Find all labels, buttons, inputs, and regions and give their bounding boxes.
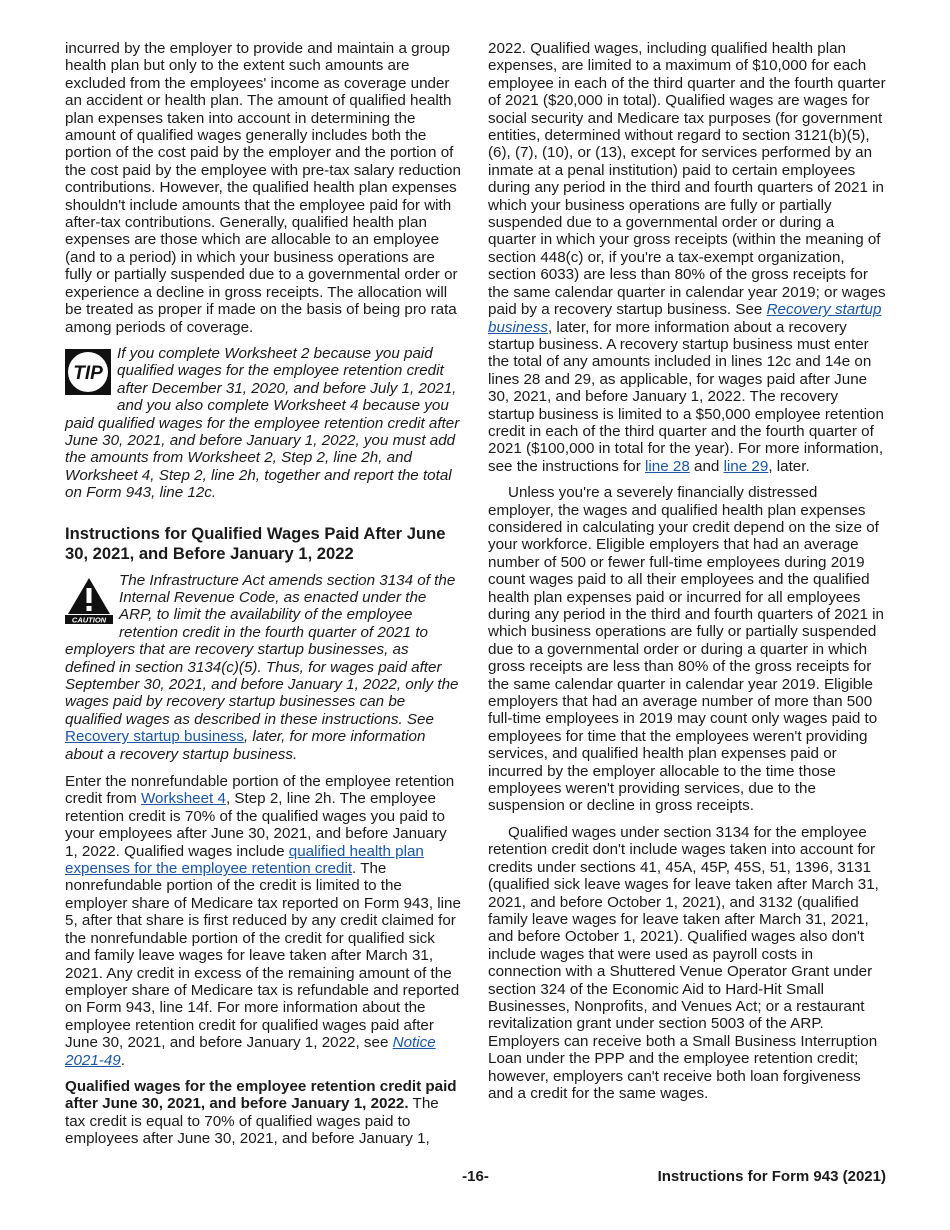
caution-text: The Infrastructure Act amends section 3134 of the Internal Revenue Code, as enacted under the ARP, to limit the availability of the employee retention credit in the fourth quarter of 2021 to employers that are recovery startup businesses, as defined in section 3134(c)(5). Thus, for wages paid after September 30, 2021, and before January 1, 2022, only the wages paid by recovery startup businesses can be qualified wages as described in these instructions. See Recovery startup business, later, for more information about a recovery startup business. — [65, 571, 459, 763]
caution-icon — [65, 576, 113, 628]
tip-text: If you complete Worksheet 2 because you paid qualified wages for the employee retention credit after December 31, 2020, and before July 1, 2021, and you also complete Worksheet 4 because you paid qualified wages for the employee retention credit after June 30, 2021, and before January 1, 2022, you must add the amounts from Worksheet 2, Step 2, line 2h, and Worksheet 4, Step 2, line 2h, together and report the total on Form 943, line 12c. — [65, 344, 460, 502]
caution-note — [65, 572, 461, 763]
qualified-wages-lead: Qualified wages for the employee retention credit paid after June 30, 2021, and before January 1, 2022. — [65, 1077, 457, 1113]
qualified-health-plan-expenses-link[interactable]: qualified health plan expenses for the employee retention credit — [65, 842, 424, 878]
section-heading: Instructions for Qualified Wages Paid After June 30, 2021, and Before January 1, 2022 — [65, 523, 446, 563]
page-number: -16- — [462, 1168, 489, 1185]
paragraph-workforce-size: Unless you're a severely financially distressed employer, the wages and qualified health plan expenses considered in calculating your credit depend on the size of your workforce. Eligible employers that had an average number of 500 or fewer full-time employees during 2019 count wages paid to all their employees and the qualified health plan expenses paid or incurred for all employees during any period in the third and fourth quarters of 2021 in which business operations are fully or partially suspended due to a governmental order or during a quarter in which gross receipts are less than 80% of the gross receipts for the same calendar quarter in calendar year 2019. Eligible employers that had an average number of more than 500 full-time employees in 2019 may count only wages paid to employees for time that the employees weren't providing services, and qualified health plan expenses paid or incurred by the employer allocable to the time those employees weren't providing services, due to the suspension or decline in gross receipts. — [488, 484, 884, 815]
paragraph-nonrefundable-portion: Enter the nonrefundable portion of the employee retention credit from Worksheet 4, Step 2, line 2h. The employee retention credit is 70% of the qualified wages you paid to your employees after June 30, 2021, and before January 1, 2022. Qualified wages include qualified health plan expenses for the employee retention credit. The nonrefundable portion of the credit is limited to the employer share of Medicare tax reported on Form 943, line 5, after that share is first reduced by any credit claimed for the nonrefundable portion of the credit for qualified sick and family leave wages for leave taken after March 31, 2021. Any credit in excess of the remaining amount of the employer share of Medicare tax is refundable and reported on Form 943, line 14f. For more information about the employee retention credit for qualified wages paid after June 30, 2021, and before January 1, 2022, see Notice 2021-49. — [65, 773, 461, 1069]
paragraph-qualified-wages-limits: 2022. Qualified wages, including qualified health plan expenses, are limited to a maximum of $10,000 for each employee in each of the third quarter and the fourth quarter of 2021 ($20,000 in total). Qualified wages are wages for social security and Medicare tax purposes (for government entities, determined without regard to section 3121(b)(5), (6), (7), (10), or (13), except for services performed by an inmate at a penal institution) paid to certain employees during any period in the third and fourth quarters of 2021 in which your business operations are fully or partially suspended due to a governmental order or during a quarter in which your gross receipts (within the meaning of section 448(c) or, if you're a tax-exempt organization, section 6033) are less than 80% of the gross receipts for the same calendar quarter in calendar year 2019; or wages paid by a recovery startup business. See Recovery startup business, later, for more information about a recovery startup business. A recovery startup business must enter the total of any amounts included in lines 12c and 14e on lines 28 and 29, as applicable, for wages paid after June 30, 2021, and before January 1, 2022. The recovery startup business is limited to a $50,000 employee retention credit in each of the third quarter and the fourth quarter of 2021 ($100,000 in total for the year). For more information, see the instructions for line 28 and line 29, later. — [488, 40, 886, 475]
tip-note — [65, 345, 461, 502]
line-28-link[interactable]: line 28 — [645, 457, 690, 475]
paragraph-health-plan-expenses: incurred by the employer to provide and maintain a group health plan but only to the extent such amounts are excluded from the employees' income as coverage under an accident or health plan. The amount of qualified health plan expenses taken into account in determining the amount of qualified wages generally includes both the portion of the cost paid by the employer and the portion of the cost paid by the employee with pre-tax salary reduction contributions. However, the qualified health plan expenses shouldn't include amounts that the employee paid for with after-tax contributions. Generally, qualified health plan expenses are those which are allocable to an employee (and to a period) in which your business operations are fully or partially suspended due to a governmental order or experience a decline in gross receipts. The allocation will be treated as proper if made on the basis of being pro rata among periods of coverage. — [65, 40, 461, 336]
paragraph-section-3134: Qualified wages under section 3134 for the employee retention credit don't include wages taken into account for credits under sections 41, 45A, 45P, 45S, 51, 1396, 3131 (qualified sick leave wages for leave taken after March 31, 2021, and before October 1, 2021), and 3132 (qualified family leave wages for leave taken after March 31, 2021, and before October 1, 2021). Qualified wages also don't include wages that were used as payroll costs in connection with a Shuttered Venue Operator Grant under section 324 of the Economic Aid to Hard-Hit Small Businesses, Nonprofits, and Venues Act; or a restaurant revitalization grant under section 5003 of the ARP. Employers can receive both a Small Business Interruption Loan under the PPP and the employee retention credit; however, employers can't receive both loan forgiveness and a credit for the same wages. — [488, 823, 879, 1102]
left-column — [65, 40, 461, 1157]
notice-2021-49-link[interactable]: Notice 2021-49 — [65, 1034, 436, 1069]
worksheet-4-link[interactable]: Worksheet 4 — [140, 790, 226, 808]
page-footer — [65, 1168, 886, 1188]
form-title: Instructions for Form 943 (2021) — [657, 1168, 886, 1185]
svg-text:TIP: TIP — [73, 362, 103, 384]
recovery-startup-business-link-2[interactable]: Recovery startup business — [488, 301, 882, 336]
svg-text:CAUTION: CAUTION — [71, 615, 107, 624]
recovery-startup-business-link[interactable]: Recovery startup business — [65, 728, 244, 746]
right-column — [488, 40, 886, 1111]
line-29-link[interactable]: line 29 — [723, 457, 769, 475]
paragraph-qualified-wages: Qualified wages for the employee retention credit paid after June 30, 2021, and before January 1, 2022. The tax credit is equal to 70% of qualified wages paid to employees after June 30, 2021, and before January 1, — [65, 1077, 457, 1148]
tip-icon — [65, 349, 111, 399]
